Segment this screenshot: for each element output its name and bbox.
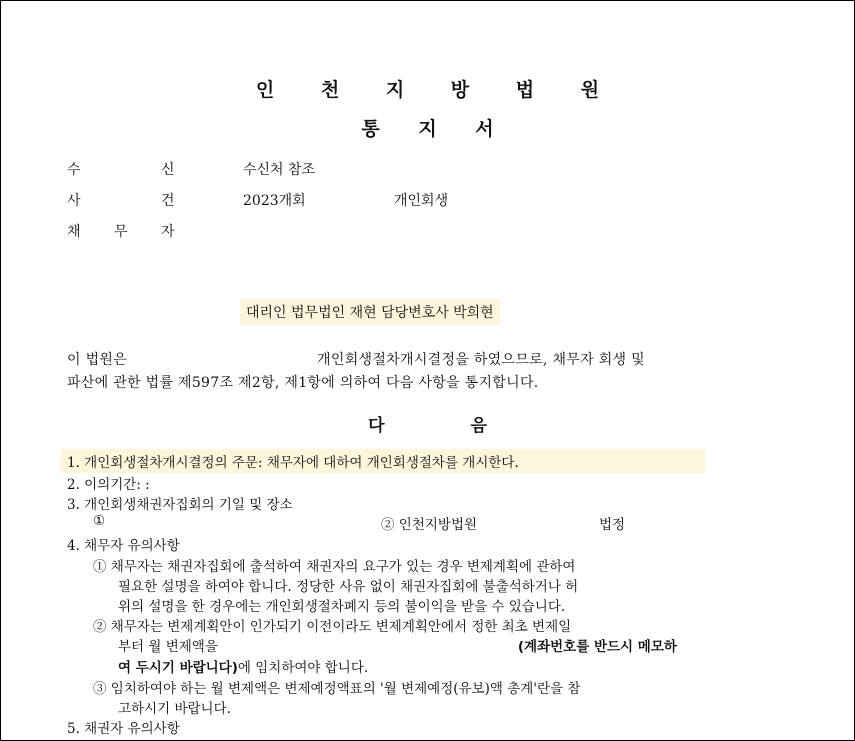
agent-line: 대리인 법무법인 재현 담당변호사 박희현 (240, 299, 500, 325)
case-label-2: 건 (161, 193, 175, 209)
intro-line-1-start: 이 법원은 (67, 352, 128, 368)
redacted-date (127, 355, 317, 365)
item-3: 3. 개인회생채권자집회의 기일 및 장소 (67, 497, 293, 513)
case-number: 2023개회 (243, 193, 306, 209)
intro-line-2: 파산에 관한 법률 제597조 제2항, 제1항에 의하여 다음 사항을 통지합니다. (67, 375, 539, 391)
recipient-label-2: 신 (161, 162, 175, 178)
court-name: 인 천 지 방 법 원 (255, 79, 620, 101)
intro-line-1-end: 개인회생절차개시결정을 하였으므로, 채무자 회생 및 (317, 352, 645, 368)
item-5: 5. 채권자 유의사항 (67, 721, 180, 737)
item-4-3-line-1: ③ 임치하여야 하는 월 변제액은 변제예정액표의 '월 변제예정(유보)액 총계'란을 참 (93, 681, 581, 697)
redacted-account (218, 643, 518, 653)
case-type: 개인회생 (394, 193, 449, 209)
item-4-1-line-1: ① 채무자는 채권자집회에 출석하여 채권자의 요구가 있는 경우 변제계획에 관하여 (93, 559, 576, 575)
item-3-sub-2-room: 법정 (599, 517, 626, 533)
recipient-label-1: 수 (67, 162, 81, 178)
debtor-label-3: 자 (161, 224, 175, 240)
item-2: 2. 이의기간: : (67, 477, 150, 493)
item-4-2-line-3-bold: 여 두시기 바랍니다) (118, 660, 238, 676)
item-4-3-line-2: 고하시기 바랍니다. (118, 701, 231, 717)
item-3-sub-2: ② 인천지방법원 (381, 517, 478, 533)
item-4-2-line-1: ② 채무자는 변제계획안이 인가되기 이전이라도 변제계획안에서 정한 최초 변제일 (93, 619, 572, 635)
item-4-2-line-2 (118, 635, 677, 655)
section-heading: 다 음 (368, 416, 487, 436)
item-3-sub-1: ① (93, 513, 106, 529)
item-4-1-line-2: 필요한 설명을 하여야 합니다. 정당한 사유 없이 채권자집회에 불출석하거나 허 (118, 579, 579, 595)
case-label-1: 사 (67, 193, 81, 209)
debtor-label-1: 채 (67, 224, 81, 240)
item-1: 1. 개인회생절차개시결정의 주문: 채무자에 대하여 개인회생절차를 개시한다. (61, 449, 705, 473)
item-4-2-line-3 (118, 656, 368, 676)
item-4: 4. 채무자 유의사항 (67, 538, 180, 554)
item-4-1-line-3: 위의 설명을 한 경우에는 개인회생절차폐지 등의 불이익을 받을 수 있습니다. (118, 599, 566, 615)
item-4-2-line-2-bold: (계좌번호를 반드시 메모하 (517, 639, 677, 655)
item-4-2-line-2-start: 부터 월 변제액을 (118, 639, 218, 655)
item-4-2-line-3-end: 에 임치하여야 합니다. (237, 660, 369, 676)
debtor-label-2: 무 (114, 224, 128, 240)
document-title: 통 지 서 (361, 118, 510, 140)
recipient-value: 수신처 참조 (243, 162, 316, 178)
intro-line-1 (67, 349, 645, 369)
